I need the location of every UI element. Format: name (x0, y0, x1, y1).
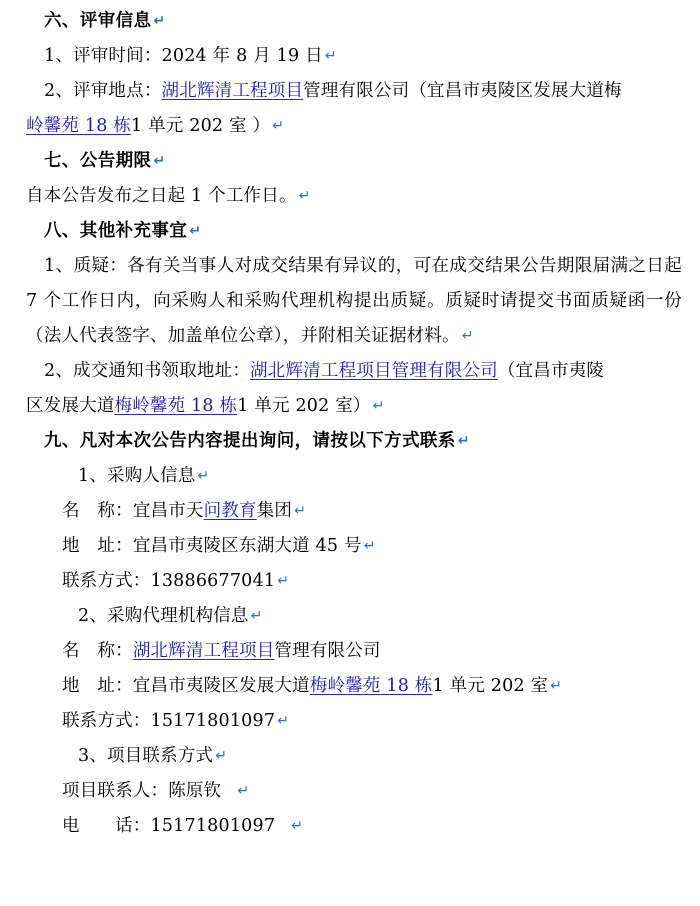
pilcrow-icon: ↵ (153, 13, 166, 29)
project-contact-person-field (26, 774, 682, 809)
pilcrow-icon: ↵ (189, 223, 202, 239)
purchaser-name-label: 名 称： (62, 501, 133, 521)
project-phone-field (26, 809, 682, 844)
purchaser-contact-field (26, 564, 682, 599)
purchaser-contact-value: 13886677041 (150, 571, 276, 591)
notice-address-company-link[interactable]: 湖北辉清工程项目管理有限公司 (250, 361, 498, 381)
agency-name-field (26, 634, 682, 669)
pilcrow-icon: ↵ (372, 398, 385, 414)
pilcrow-icon: ↵ (550, 678, 563, 694)
pilcrow-icon: ↵ (197, 468, 210, 484)
agency-contact-value: 15171801097 (150, 711, 276, 731)
project-contact-person-value: 陈原钦 (168, 781, 222, 801)
pilcrow-icon: ↵ (363, 538, 376, 554)
notice-address-value-2: 1 单元 202 室） (237, 396, 371, 416)
notice-period-line (26, 179, 682, 214)
notice-period-value: 自本公告发布之日起 1 个工作日。 (26, 186, 297, 206)
supplement-paragraph-1-text: 1、质疑：各有关当事人对成交结果有异议的，可在成交结果公告期限届满之日起 7 个工作日内，向采购人和采购代理机构提出质疑。质疑时请提交书面质疑函一份（法人代表签字、加盖单位公章），并附相关证据材料。 (26, 256, 682, 346)
pilcrow-icon: ↵ (250, 608, 263, 624)
pilcrow-icon: ↵ (153, 153, 166, 169)
agency-name-label: 名 称： (62, 641, 133, 661)
purchaser-name-field (26, 494, 682, 529)
purchaser-info-title-text: 1、采购人信息 (78, 466, 196, 486)
pilcrow-icon: ↵ (461, 328, 474, 344)
notice-address-line-2 (26, 389, 682, 424)
notice-address-label: 2、成交通知书领取地址： (44, 361, 251, 381)
pilcrow-icon: ↵ (277, 713, 290, 729)
purchaser-info-title (26, 459, 682, 494)
purchaser-name-value-post: 集团 (256, 501, 293, 521)
agency-address-field (26, 669, 682, 704)
purchaser-address-label: 地 址： (62, 536, 133, 556)
notice-address-prefix-2: 区发展大道 (26, 396, 115, 416)
section-heading-9-text: 九、凡对本次公告内容提出询问，请按以下方式联系 (44, 431, 456, 451)
pilcrow-icon: ↵ (215, 748, 228, 764)
project-phone-label: 电 话： (62, 816, 151, 836)
pilcrow-icon: ↵ (324, 48, 337, 64)
review-place-line-1 (26, 74, 682, 109)
section-heading-9 (26, 424, 682, 459)
section-heading-8 (26, 214, 682, 249)
pilcrow-icon: ↵ (237, 783, 250, 799)
notice-address-line-1 (26, 354, 682, 389)
agency-name-value-post: 管理有限公司 (274, 641, 381, 661)
agency-address-link[interactable]: 梅岭馨苑 18 栋 (309, 676, 433, 696)
purchaser-address-value: 宜昌市夷陵区东湖大道 45 号 (132, 536, 362, 556)
agency-contact-field (26, 704, 682, 739)
project-phone-value: 15171801097 (150, 816, 276, 836)
review-place-value: 管理有限公司（宜昌市夷陵区发展大道梅 (303, 81, 622, 101)
purchaser-name-link[interactable]: 问教育 (203, 501, 257, 521)
notice-address-street-link[interactable]: 梅岭馨苑 18 栋 (114, 396, 238, 416)
pilcrow-icon: ↵ (291, 818, 304, 834)
review-place-address-link[interactable]: 岭馨苑 18 栋 (26, 116, 131, 136)
section-heading-8-text: 八、其他补充事宜 (44, 221, 188, 241)
review-time-label: 1、评审时间： (44, 46, 162, 66)
purchaser-contact-label: 联系方式： (62, 571, 151, 591)
review-time-line (26, 39, 682, 74)
pilcrow-icon: ↵ (298, 188, 311, 204)
pilcrow-icon: ↵ (277, 573, 290, 589)
pilcrow-icon: ↵ (457, 433, 470, 449)
section-heading-6 (26, 4, 682, 39)
agency-info-title-text: 2、采购代理机构信息 (78, 606, 249, 626)
project-contact-title (26, 739, 682, 774)
review-place-line-2 (26, 109, 682, 144)
purchaser-name-value-pre: 宜昌市天 (132, 501, 204, 521)
agency-info-title (26, 599, 682, 634)
section-heading-6-text: 六、评审信息 (44, 11, 152, 31)
agency-contact-label: 联系方式： (62, 711, 151, 731)
review-time-value: 2024 年 8 月 19 日 (161, 46, 323, 66)
review-place-label: 2、评审地点： (44, 81, 162, 101)
review-place-address-value: 1 单元 202 室 ） (131, 116, 271, 136)
project-contact-person-label: 项目联系人： (62, 781, 169, 801)
section-heading-7-text: 七、公告期限 (44, 151, 152, 171)
agency-address-value-post: 1 单元 202 室 (432, 676, 549, 696)
supplement-paragraph-1 (26, 249, 682, 354)
project-contact-title-text: 3、项目联系方式 (78, 746, 214, 766)
review-place-company-link[interactable]: 湖北辉清工程项目 (161, 81, 304, 101)
agency-address-label: 地 址： (62, 676, 133, 696)
agency-name-link[interactable]: 湖北辉清工程项目 (132, 641, 275, 661)
agency-address-value-pre: 宜昌市夷陵区发展大道 (132, 676, 310, 696)
notice-address-value: （宜昌市夷陵 (497, 361, 605, 381)
purchaser-address-field (26, 529, 682, 564)
pilcrow-icon: ↵ (294, 503, 307, 519)
section-heading-7 (26, 144, 682, 179)
pilcrow-icon: ↵ (272, 118, 285, 134)
